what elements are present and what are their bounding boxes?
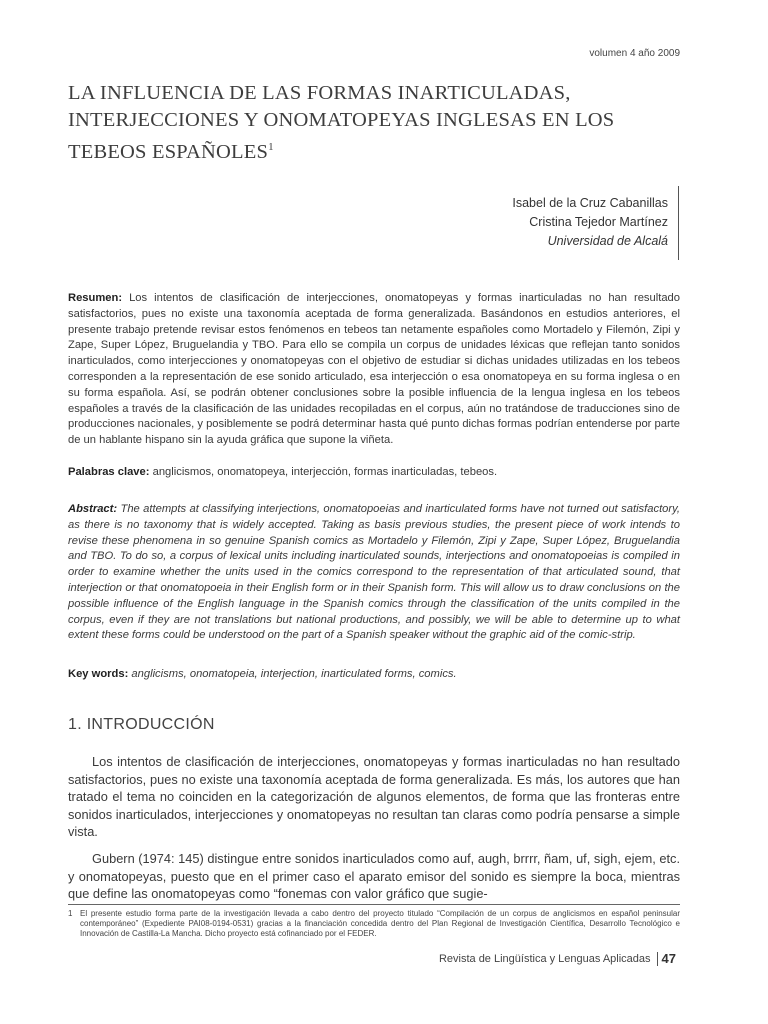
title-footnote-mark: 1 — [268, 141, 274, 153]
page-number: 47 — [661, 951, 676, 966]
author-1: Isabel de la Cruz Cabanillas — [512, 196, 668, 210]
title-line-2: INTERJECCIONES Y ONOMATOPEYAS INGLESAS EN LOS — [68, 109, 615, 131]
keywords-paragraph — [68, 667, 680, 683]
title-line-3-text: TEBEOS ESPAÑOLES — [68, 140, 269, 163]
affiliation: Universidad de Alcalá — [547, 234, 668, 248]
title-line-1: LA INFLUENCIA DE LAS FORMAS INARTICULADAS, — [68, 82, 571, 104]
title-line-3 — [68, 134, 668, 166]
resumen-text: Los intentos de clasificación de interjecciones, onomatopeyas y formas inarticuladas no han resultado satisfactorios, pues no existe una taxonomía aceptada de forma generalizada. Basándonos en estudios anteriores, el presente trabajo pretende revisar estos fenómenos en tebeos tan netamente españoles como Mortadelo y Filemón, Zipi y Zape, Super López, Bruguelandia y TBO. Para ello se compila un corpus de unidades léxicas que reflejan tanto sonidos inarticulados, como interjecciones y onomatopeyas con el objetivo de estudiar si dichas unidades utilizadas en los tebeos corresponden a la representación de ese sonido articulado, esa interjección o esa onomatopeya en su forma inglesa o en su forma española. Así, se podrán obtener conclusiones sobre la posible influencia de la lengua inglesa en los tebeos españoles a través de la clasificación de las unidades recopiladas en el corpus, aún no tratándose de traducciones sino de producciones nacionales, y posiblemente se podrá determinar hasta qué punto dichas formas podrían entenderse por parte de un hablante hispano sin la ayuda gráfica que supone la viñeta. — [68, 292, 680, 447]
abstract-text: The attempts at classifying interjections, onomatopoeias and inarticulated forms have not turned out satisfactory, as there is no taxonomy that is widely accepted. Taking as basis previous studies, the present piece of work intends to revise these phenomena in so genuine Spanish comics as Mortadelo y Filemón, Zipi y Zape, Super López, Bruguelandia and TBO. To do so, a corpus of lexical units including inarticulated sounds, interjections and onomatopoeias is compiled in order to examine whether the units used in the comics correspond to the representation of that articulated sound, that interjection or that onomatopoeia in their English form or in their Spanish form. This will allow us to draw conclusions on the possible influence of the English language in the Spanish comics through the classification of the units compiled in the corpus, even if they are not translations but national productions, and possibly, we will be able to determine up to what extent these forms could be understood on the part of a Spanish speaker without the graphic aid of the comic-strip. — [68, 503, 680, 642]
section-heading: 1. INTRODUCCIÓN — [68, 716, 215, 733]
footnote-text: El presente estudio forma parte de la investigación llevada a cabo dentro del proyecto titulado “Compilación de un corpus de anglicismos en español peninsular contemporáneo” (Expediente PAI08-0194-0531) gracias a la financiación concedida dentro del Plan Regional de Investigación Científica, Desarrollo Tecnológico e Innovación de Castilla-La Mancha. Dicho proyecto está cofinanciado por el FEDER. — [80, 909, 680, 939]
intro-paragraph-1: Los intentos de clasificación de interjecciones, onomatopeyas y formas inarticuladas no han resultado satisfactorios, pues no existe una taxonomía aceptada de forma generalizada. Es más, los autores que han tratado el tema no coinciden en la categorización de algunos elementos, de forma que las fronteras entre sonidos inarticulados, interjecciones y onomatopeyas no resultan tan claras como podría pensarse a simple vista. — [68, 754, 680, 840]
palabras-clave-text: anglicismos, onomatopeya, interjección, formas inarticuladas, tebeos. — [149, 466, 498, 478]
intro-paragraph-2: Gubern (1974: 145) distingue entre sonidos inarticulados como auf, augh, brrrr, ñam, uf, sigh, ejem, etc. y onomatopeyas, puesto que en el primer caso el aparato emisor del sonido es siempre la boca, mientras que define las onomatopeyas como “fonemas con valor gráfico que sugie- — [68, 851, 680, 902]
page-footer — [439, 951, 676, 966]
footer-divider — [657, 952, 658, 966]
resumen-paragraph — [68, 291, 680, 449]
footnote-mark: 1 — [68, 909, 73, 918]
palabras-clave-paragraph — [68, 465, 680, 481]
resumen-label: Resumen: — [68, 292, 123, 304]
journal-name: Revista de Lingüística y Lenguas Aplicadas — [438, 952, 651, 965]
abstract-label: Abstract: — [68, 503, 118, 515]
article-title — [68, 80, 668, 166]
keywords-text: anglicisms, onomatopeia, interjection, inarticulated forms, comics. — [128, 668, 457, 680]
footnote — [68, 909, 680, 940]
volume-header: volumen 4 año 2009 — [589, 48, 680, 59]
keywords-label: Key words: — [68, 668, 129, 680]
abstract-paragraph — [68, 502, 680, 644]
author-divider — [678, 186, 679, 260]
palabras-clave-label: Palabras clave: — [68, 466, 150, 478]
author-2: Cristina Tejedor Martínez — [529, 215, 668, 229]
author-block — [512, 194, 668, 251]
footnote-divider — [68, 904, 680, 905]
